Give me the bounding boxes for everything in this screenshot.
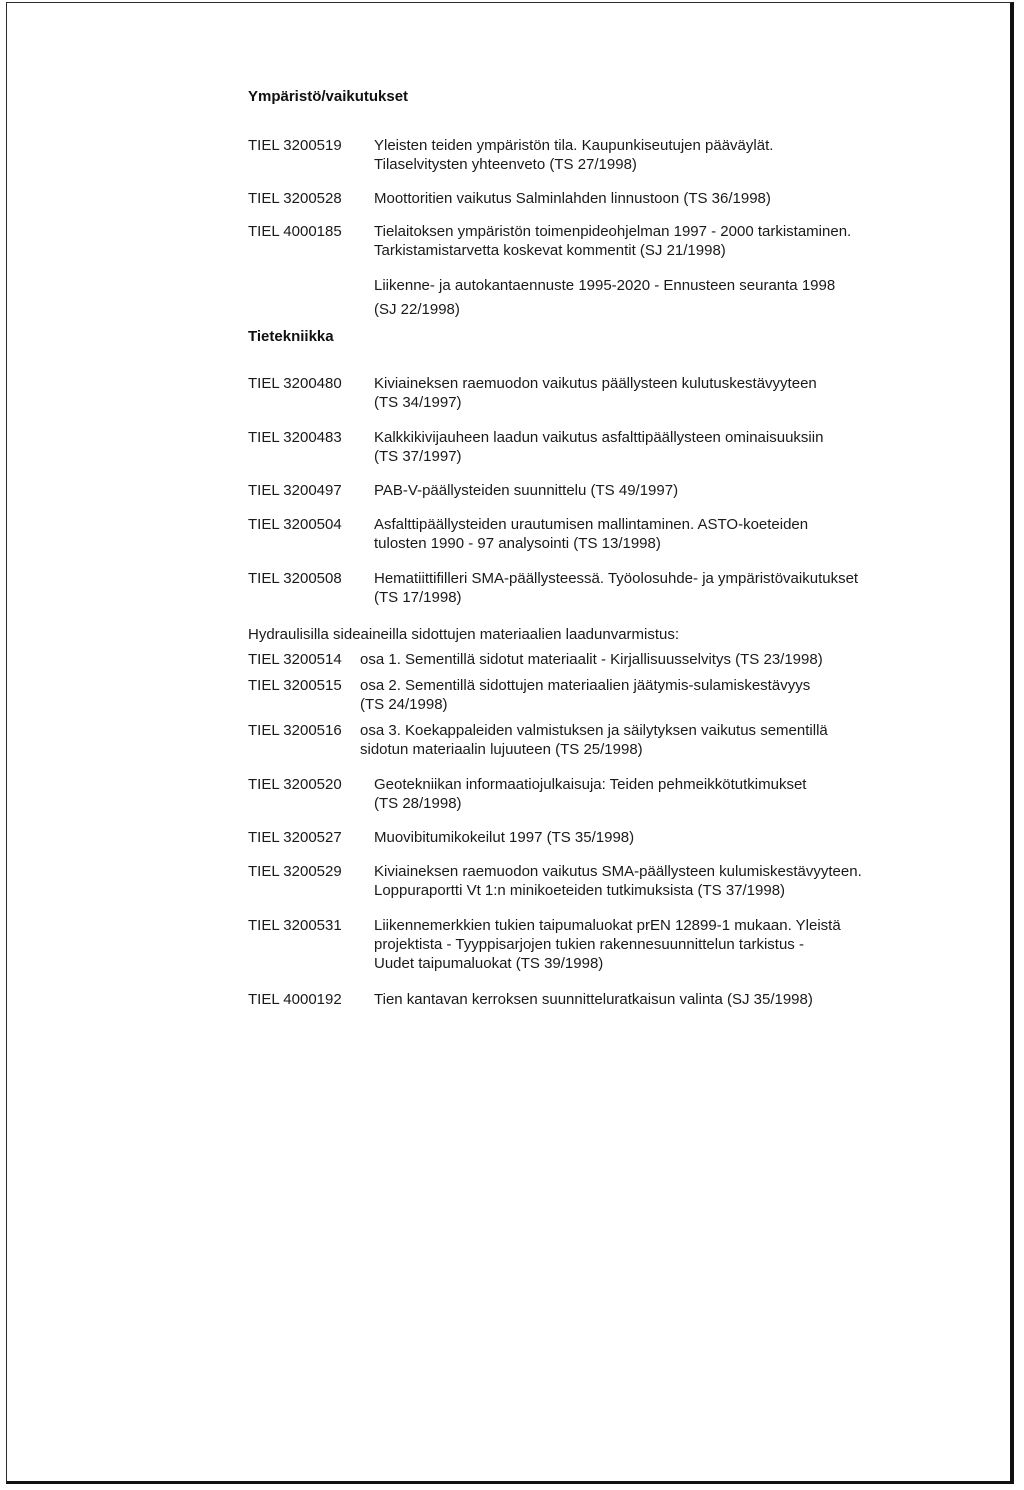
entry-line: Geotekniikan informaatiojulkaisuja: Teiden pehmeikkötutkimukset: [374, 776, 807, 793]
entry-description: [374, 862, 914, 900]
entry-code: TIEL 3200504: [248, 516, 342, 533]
entry-line: (TS 28/1998): [374, 795, 462, 812]
entry-description: [360, 650, 910, 669]
entry-code: TIEL 3200514: [248, 651, 342, 668]
entry-line: (TS 17/1998): [374, 589, 462, 606]
entry-description: [374, 990, 914, 1009]
entry-code: TIEL 3200515: [248, 677, 342, 694]
entry-line: Tien kantavan kerroksen suunnitteluratkaisun valinta (SJ 35/1998): [374, 991, 813, 1008]
entry-line: Liikennemerkkien tukien taipumaluokat prEN 12899-1 mukaan. Yleistä: [374, 917, 841, 934]
entry-line: Kiviaineksen raemuodon vaikutus päällysteen kulutuskestävyyteen: [374, 375, 817, 392]
entry-description: [374, 828, 914, 847]
entry-description: [374, 136, 914, 174]
entry-description: [374, 374, 914, 412]
entry-line: projektista - Tyyppisarjojen tukien rakennesuunnittelun tarkistus -: [374, 936, 804, 953]
entry-line: osa 3. Koekappaleiden valmistuksen ja säilytyksen vaikutus sementillä: [360, 722, 828, 739]
entry-line: (SJ 22/1998): [374, 301, 460, 318]
entry-line: Muovibitumikokeilut 1997 (TS 35/1998): [374, 829, 635, 846]
entry-code: TIEL 3200480: [248, 375, 342, 392]
entry-description: [374, 775, 914, 813]
entry-line: Asfalttipäällysteiden urautumisen mallintaminen. ASTO-koeteiden: [374, 516, 809, 533]
entry-description: [374, 569, 914, 607]
entry-description: [374, 481, 914, 500]
entry-code: TIEL 3200497: [248, 482, 342, 499]
entry-code: TIEL 3200516: [248, 722, 342, 739]
entry-line: sidotun materiaalin lujuuteen (TS 25/1998): [360, 741, 643, 758]
section-heading-ymparisto: Ympäristö/vaikutukset: [248, 88, 409, 105]
entry-code: TIEL 3200508: [248, 570, 342, 587]
entry-line: Kalkkikivijauheen laadun vaikutus asfalttipäällysteen ominaisuuksiin: [374, 429, 824, 446]
entry-code: TIEL 3200531: [248, 917, 342, 934]
entry-line: Uudet taipumaluokat (TS 39/1998): [374, 955, 604, 972]
entry-line: Moottoritien vaikutus Salminlahden linnustoon (TS 36/1998): [374, 190, 771, 207]
entry-code: TIEL 3200527: [248, 829, 342, 846]
entry-line: Tielaitoksen ympäristön toimenpideohjelman 1997 - 2000 tarkistaminen.: [374, 223, 852, 240]
entry-line: Hematiittifilleri SMA-päällysteessä. Työolosuhde- ja ympäristövaikutukset: [374, 570, 859, 587]
entry-line: Tilaselvitysten yhteenveto (TS 27/1998): [374, 156, 637, 173]
entry-code: TIEL 4000185: [248, 223, 342, 240]
entry-description: [374, 515, 914, 553]
entry-line: Kiviaineksen raemuodon vaikutus SMA-päällysteen kulumiskestävyyteen.: [374, 863, 862, 880]
section-heading-tietekniikka: Tietekniikka: [248, 328, 334, 345]
entry-description: [374, 428, 914, 466]
entry-description: [374, 222, 914, 260]
entry-line: Liikenne- ja autokantaennuste 1995-2020 - Ennusteen seuranta 1998: [374, 277, 836, 294]
entry-description: [360, 676, 910, 714]
entry-line: osa 1. Sementillä sidotut materiaalit - Kirjallisuusselvitys (TS 23/1998): [360, 651, 823, 668]
entry-description: [374, 189, 914, 208]
entry-description: [360, 721, 910, 759]
entry-line: Loppuraportti Vt 1:n minikoeteiden tutkimuksista (TS 37/1998): [374, 882, 786, 899]
entry-code: TIEL 3200519: [248, 137, 342, 154]
subsection-heading-hydrauliset: Hydraulisilla sideaineilla sidottujen materiaalien laadunvarmistus:: [248, 626, 680, 643]
entry-description: [374, 276, 914, 319]
entry-line: PAB-V-päällysteiden suunnittelu (TS 49/1997): [374, 482, 679, 499]
entry-description: [374, 916, 914, 973]
entry-code: TIEL 3200520: [248, 776, 342, 793]
entry-line: (TS 37/1997): [374, 448, 462, 465]
entry-line: Tarkistamistarvetta koskevat kommentit (SJ 21/1998): [374, 242, 726, 259]
entry-line: tulosten 1990 - 97 analysointi (TS 13/1998): [374, 535, 661, 552]
entry-code: TIEL 3200483: [248, 429, 342, 446]
entry-line: Yleisten teiden ympäristön tila. Kaupunkiseutujen pääväylät.: [374, 137, 774, 154]
entry-code: TIEL 3200528: [248, 190, 342, 207]
entry-line: (TS 34/1997): [374, 394, 462, 411]
entry-code: TIEL 4000192: [248, 991, 342, 1008]
entry-line: osa 2. Sementillä sidottujen materiaalien jäätymis-sulamiskestävyys: [360, 677, 811, 694]
entry-line: (TS 24/1998): [360, 696, 448, 713]
entry-code: TIEL 3200529: [248, 863, 342, 880]
